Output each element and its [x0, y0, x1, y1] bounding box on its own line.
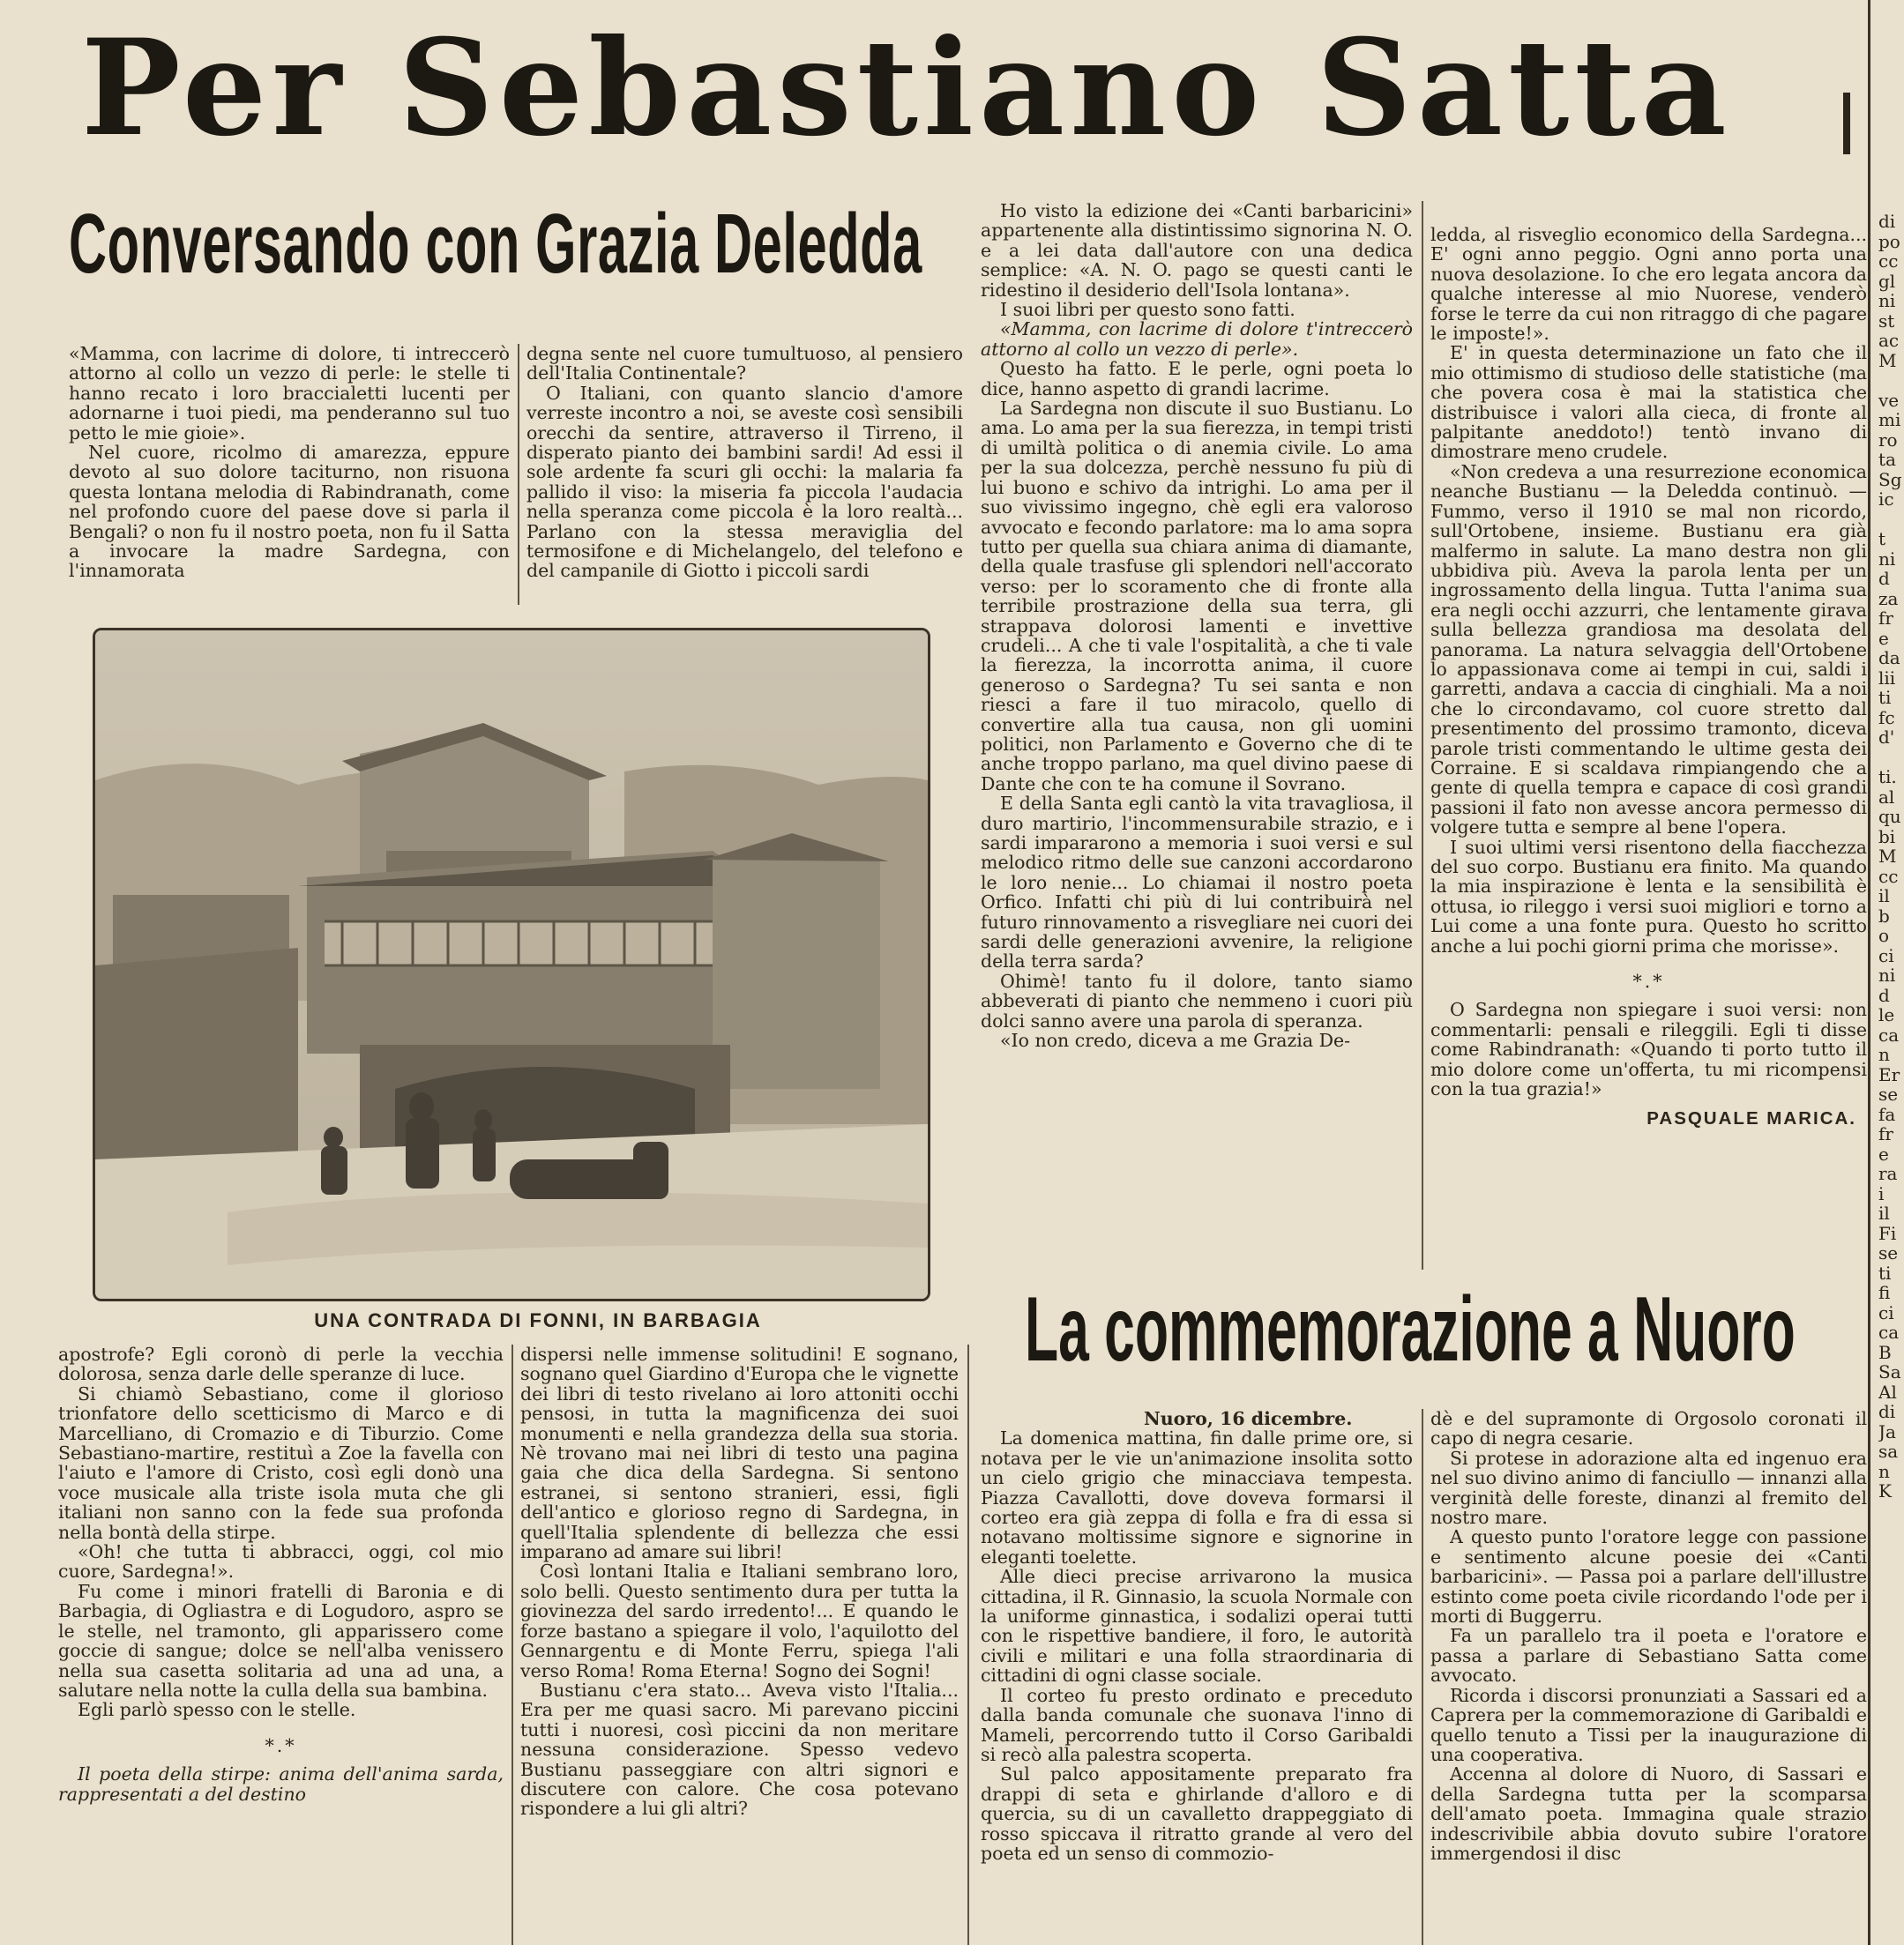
margin-fragment: e [1878, 1143, 1889, 1165]
margin-fragment: lii [1878, 667, 1896, 689]
paragraph: Fa un parallelo tra il poeta e l'oratore e passa a parlare di Sebastiano Satta come avvocato. [1430, 1625, 1867, 1687]
column-divider [518, 344, 519, 605]
margin-fragment: i [1878, 1182, 1885, 1204]
column-divider [511, 1345, 513, 1945]
paragraph: dè e del supramonte di Orgosolo coronati il capo di negra cesarie. [1430, 1409, 1867, 1449]
article2-col2 [1430, 1409, 1867, 1945]
margin-fragment [1878, 370, 1904, 391]
margin-fragment: M [1878, 349, 1897, 371]
margin-fragment: di [1878, 1401, 1896, 1422]
margin-fragment: bi [1878, 825, 1896, 847]
margin-fragment: fc [1878, 706, 1895, 728]
margin-fragment: fi [1878, 1282, 1891, 1303]
margin-fragment: Er [1878, 1063, 1900, 1085]
margin-fragment: ni [1878, 290, 1896, 311]
margin-fragment: ro [1878, 428, 1898, 451]
margin-fragment: sa [1878, 1441, 1899, 1462]
margin-fragment: ca [1878, 1024, 1900, 1046]
margin-fragment: cc [1878, 250, 1899, 272]
margin-fragment: ta [1878, 449, 1896, 470]
column-divider [1422, 1409, 1423, 1945]
paragraph: «Oh! che tutta ti abbracci, oggi, col mio cuore, Sardegna!». [58, 1541, 504, 1583]
margin-fragment: ti [1878, 687, 1892, 708]
article1-col2-top [526, 344, 963, 605]
margin-fragment: ti. [1878, 766, 1897, 787]
margin-fragment: da [1878, 647, 1900, 668]
paragraph: O Sardegna non spiegare i suoi versi: non commentarli: pensali e rileggili. Egli ti disse come Rabindranath: «Quando ti porto tutto il mio dolore come un'offerta, tu mi ricompensi con la tua grazia!» [1430, 999, 1867, 1100]
paragraph: La Sardegna non discute il suo Bustianu. Lo ama. Lo ama per la sua fierezza, in tempi tristi di umiltà politica o di anemia civile. Lo ama per la sua dolcezza, perchè nessuno fu più di lui buono e schivo da intrighi. Lo ama per il suo vivissimo ingegno, chè egli era valoroso avvocato e fecondo parlatore: ma lo ama sopra tutto per quella sua chiara anima di diamante, della quale trasfuse gli splendori nell'accorato verso: per lo scoramento che di fronte alla terribile prostrazione della sua terra, gli strappava dolorosi lamenti e invettive crudeli... A che ti vale l'ospitalità, a che ti vale la fierezza, la incorrotta anima, il cuore generoso o Sardegna? Tu sei santa e non riesci a fare il tuo miracolo, quello di convertire alla tua causa, non gli uomini politici, non Parlamento e Governo che di te anche troppo parlano, ma quel divino paese di Dante che con te ha comune il Sovrano. [981, 398, 1413, 794]
margin-fragment: il [1878, 885, 1890, 906]
paragraph: Ricorda i discorsi pronunziati a Sassari ed a Caprera per la commemorazione di Garibaldi e quello tenuto a Tissi per la inaugurazione di una cooperativa. [1430, 1684, 1867, 1765]
margin-fragment: ac [1878, 330, 1900, 351]
article1-col3 [981, 201, 1413, 1270]
margin-fragment: il [1878, 1203, 1890, 1224]
article1-col2-bottom [520, 1345, 959, 1945]
margin-fragment: mi [1878, 409, 1901, 430]
margin-fragment: ci [1878, 1301, 1894, 1323]
paragraph: Egli parlò spesso con le stelle. [78, 1699, 356, 1721]
section-stars: *.* [1632, 971, 1665, 993]
margin-fragment: se [1878, 1242, 1899, 1263]
margin-fragment: ra [1878, 1163, 1898, 1184]
photo-contrada-fonni [93, 628, 930, 1301]
margin-fragment: fr [1878, 1123, 1893, 1144]
margin-fragment: n [1878, 1044, 1890, 1065]
margin-fragment: qu [1878, 806, 1901, 827]
margin-fragment: Sa [1878, 1361, 1901, 1382]
paragraph: Alle dieci precise arrivarono la musica cittadina, il R. Ginnasio, la scuola Normale con la uniforme ginnastica, i sodalizi operai tutti con le rispettive bandiere, il foro, le autorità civili e militari e una folla straordinaria di cittadini di ogni classe sociale. [981, 1566, 1413, 1687]
margin-fragment: Ja [1878, 1420, 1896, 1442]
section-stars: *.* [265, 1734, 297, 1756]
margin-fragment: di [1878, 212, 1896, 232]
margin-fragment: d [1878, 984, 1890, 1006]
margin-fragment: M [1878, 846, 1897, 867]
page-headline: Per Sebastiano Satta [81, 11, 1732, 166]
headline-edge-rule [1843, 93, 1850, 154]
dateline: Nuoro, 16 dicembre. [1144, 1409, 1353, 1429]
paragraph: Il corteo fu presto ordinato e preceduto dalla banda comunale che suonava l'inno di Mameli, percorrendo tutto il Corso Garibaldi si recò alla palestra scoperta. [981, 1684, 1413, 1765]
margin-fragment: ti [1878, 1262, 1892, 1284]
margin-fragment: n [1878, 1460, 1890, 1482]
paragraph: ledda, al risveglio economico della Sardegna... E' ogni anno peggio. Ogni anno porta una nuova desolazione. Io che ero legata ancora da qualche interesse al mio Nuorese, venderò forse le terre da cui non ritraggo di che pagare le imposte!». [1430, 225, 1867, 345]
adjacent-column-fragments [1878, 212, 1904, 1502]
margin-fragment: Sg [1878, 468, 1902, 490]
paragraph: Si protese in adorazione alta ed ingenuo era nel suo divino animo di fanciullo — innanzi alla verginità delle foreste, dinanzi al fremito del nostro mare. [1430, 1447, 1867, 1529]
margin-fragment: K [1878, 1480, 1892, 1502]
paragraph: E della Santa egli cantò la vita travagliosa, il duro martirio, l'incommensurabile strazio, e i sardi impararono a memoria i suoi versi e sul melodico ritmo delle sue canzoni accordarono le loro nenie... Lo chiamai il nostro poeta Orfico. Infatti chi più di lui contribuirà nel futuro rinnovamento a risvegliare nei cuori dei sardi delle generazioni avvenire, la religione della terra sarda? [981, 793, 1413, 972]
article1-title: Conversando con Grazia Deledda [69, 197, 922, 291]
paragraph: A questo punto l'oratore legge con passione e sentimento alcune poesie dei «Canti barbaricini». — Passa poi a parlare dell'illustre estinto come poeta civile ricordando l'ode per i morti di Buggerru. [1430, 1526, 1867, 1628]
column-divider [1422, 201, 1423, 1270]
margin-fragment: ca [1878, 1322, 1900, 1343]
paragraph: La domenica mattina, fin dalle prime ore, si notava per le vie un'animazione insolita sotto un cielo grigio che minacciava tempesta. Piazza Cavallotti, dove doveva formarsi il corteo era già zeppa di folla e fra di essa si notavano moltissime signore e signorine in eleganti toelette. [981, 1427, 1413, 1568]
paragraph: I suoi libri per questo sono fatti. [1000, 299, 1295, 321]
paragraph: Ho visto la edizione dei «Canti barbaricini» appartenente alla distintissimo signorina N. O. e a lei data dall'autore con una dedica semplice: «A. N. O. pago se questi canti le ridestino il desiderio dell'Isola lontana». [981, 201, 1413, 301]
margin-fragment [1878, 510, 1904, 530]
paragraph: degna sente nel cuore tumultuoso, al pensiero dell'Italia Continentale? [526, 344, 963, 384]
margin-fragment: al [1878, 786, 1895, 808]
photo-image [95, 630, 928, 1299]
article1-col1-top [69, 344, 510, 605]
article2-title: La commemorazione a Nuoro [1025, 1278, 1796, 1381]
margin-fragment: gl [1878, 270, 1896, 292]
paragraph: Così lontani Italia e Italiani sembrano loro, solo belli. Questo sentimento dura per tutta la giovinezza del sardo irredento!... E quando le forze bastano a spiegare il volo, l'aquilotto del Gennargentu e di Monte Ferru, spiega l'ali verso Roma! Roma Eterna! Sogno dei Sogni! [520, 1561, 959, 1681]
paragraph: Fu come i minori fratelli di Baronia e di Barbagia, di Ogliastra e di Logudoro, aspro se le stelle, nel tramonto, gli apparissero come goccie di sangue; dolce se nell'alba venissero nella sua casetta solitaria ad una ad una, a salutare nella notte la culla della sua bambina. [58, 1580, 504, 1701]
margin-fragment: ci [1878, 944, 1894, 966]
margin-fragment: d' [1878, 727, 1895, 748]
paragraph: O Italiani, con quanto slancio d'amore verreste incontro a noi, se aveste così sensibili orecchi da sentire, attraverso il Tirreno, il disperato pianto dei bambini sardi! Ad essi il sole ardente fa scuri gli occhi: la malaria fa pallido il viso: la miseria fa piccola l'audacia nella speranza come piccola è la loro realtà... Parlano con la stessa meraviglia del termosifone e di Michelangelo, del telefono e del campanile di Giotto i piccoli sardi [526, 382, 963, 582]
paragraph: Accenna al dolore di Nuoro, di Sassari e della Sardegna tutta per la scomparsa dell'amato poeta. Immagina quale strazio indescrivibile abbia dovuto subire l'oratore immergendosi il disc [1430, 1763, 1867, 1864]
margin-fragment: o [1878, 925, 1890, 946]
margin-fragment: ni [1878, 965, 1896, 986]
paragraph: «Non credeva a una resurrezione economica neanche Bustianu — la Deledda continuò. — Fummo, verso il 1910 se mal non ricordo, sull'Ortobene, insieme. Bustianu era già malfermo in salute. La mano destra non gli ubbidiva più. Aveva la parola lenta per un ingrossamento della lingua. Tutta l'anima sua era negli occhi azzurri, che lentamente girava sulla bellezza grandiosa ma desolata del panorama. La natura selvaggia dell'Ortobene lo appassionava come ai tempi in cui, saldi i garretti, andava a caccia di cinghiali. Ma a noi che lo circondavamo, col cuore stretto dal presentimento del prossimo tramonto, diceva parole tristi commentando le ultime gesta dei Corraine. E si scaldava rimpiangendo che a gente di quella tempra e capace di così grandi passioni il fato non avesse ancora permesso di volgere tutta e sempre al bene l'opera. [1430, 460, 1867, 838]
margin-fragment: Al [1878, 1381, 1897, 1403]
margin-fragment: Fi [1878, 1222, 1897, 1244]
column-border-right [1868, 0, 1870, 1945]
paragraph: Bustianu c'era stato... Aveva visto l'Italia... Era per me quasi sacro. Mi parevano piccini tutti i nuoresi, così piccini da non meritare nessuna considerazione. Spesso vedevo Bustianu passeggiare con altri signori e discutere con calore. Che cosa potevano rispondere a lui gli altri? [520, 1679, 959, 1820]
margin-fragment [1878, 748, 1904, 768]
margin-fragment: b [1878, 905, 1890, 927]
margin-fragment: le [1878, 1004, 1895, 1025]
paragraph: apostrofe? Egli coronò di perle la vecchia dolorosa, senza darle delle speranze di luce. [58, 1345, 504, 1385]
column-divider [967, 1345, 969, 1945]
paragraph: Si chiamò Sebastiano, come il glorioso trionfatore dello scetticismo di Marco e di Marcelliano, di Cromazio e di Tiburzio. Come Sebastiano-martire, restituì a Zoe la favella con l'aiuto e l'amore di Cristo, così egli donò una voce musicale alla triste isola muta che gli italiani non sanno con la fede sua profonda nella bontà della stirpe. [58, 1382, 504, 1543]
paragraph-italic: «Mamma, con lacrime di dolore t'intreccerò attorno al collo un vezzo di perle». [981, 318, 1413, 360]
paragraph-italic: Il poeta della stirpe: anima dell'anima sarda, rappresentati a del destino [58, 1763, 504, 1805]
paragraph: E' in questa determinazione un fato che il mio ottimismo di studioso delle statistiche (ma che povera cosa è mai la statistica che distribuisce i valori alla cieca, di fronte al palpitante aneddoto!) tentò invano di dimostrare meno crudele. [1430, 342, 1867, 463]
paragraph: I suoi ultimi versi risentono della fiacchezza del suo corpo. Bustianu era finito. Ma quando la mia inspirazione è lenta e la sensibilità è ottusa, io rileggo i versi suoi migliori e torno a Lui come a una fonte pura. Questo ho scritto anche a lui pochi giorni prima che morisse». [1430, 836, 1867, 957]
paragraph: Nel cuore, ricolmo di amarezza, eppure devoto al suo dolore taciturno, non risuona questa lontana melodia di Rabindranath, come nel profondo cuore del paese dove si parla il Bengali? o non fu il nostro poeta, non fu il Satta a invocare la madre Sardegna, con l'innamorata [69, 442, 510, 582]
paragraph: «Io non credo, diceva a me Grazia De- [1000, 1030, 1351, 1052]
margin-fragment: d [1878, 568, 1890, 589]
photo-caption: UNA CONTRADA DI FONNI, IN BARBAGIA [314, 1309, 762, 1331]
paragraph: Questo ha fatto. E le perle, ogni poeta lo dice, hanno aspetto di grandi lacrime. [981, 358, 1413, 399]
article1-col1-bottom [58, 1345, 504, 1945]
margin-fragment: ni [1878, 548, 1896, 570]
margin-fragment: fr [1878, 607, 1893, 629]
article2-col1 [981, 1409, 1413, 1945]
article1-col4 [1430, 225, 1867, 1265]
margin-fragment: st [1878, 309, 1895, 332]
margin-fragment: za [1878, 587, 1899, 609]
margin-fragment: t [1878, 528, 1886, 549]
margin-fragment: cc [1878, 865, 1899, 887]
margin-fragment: B [1878, 1341, 1892, 1363]
margin-fragment: ve [1878, 389, 1900, 411]
paragraph: Sul palco appositamente preparato fra drappi di seta e ghirlande d'alloro e di quercia, su di un cavalletto drappeggiato di rosso spiccava il ritratto grande al vero del poeta ed un senso di commozio- [981, 1763, 1413, 1864]
margin-fragment: ic [1878, 488, 1894, 510]
margin-fragment: e [1878, 627, 1889, 649]
author-signature: PASQUALE MARICA. [1646, 1108, 1856, 1129]
paragraph: Ohimè! tanto fu il dolore, tanto siamo abbeverati di pianto che nemmeno i cuori più dolci sanno avere una parola di speranza. [981, 970, 1413, 1032]
margin-fragment: po [1878, 230, 1900, 252]
paragraph: «Mamma, con lacrime di dolore, ti intreccerò attorno al collo un vezzo di perle: le stelle ti hanno recato i loro braccialetti lucenti per adornarne i tuoi piedi, ma penderanno sul tuo petto le mie gioie». [69, 344, 510, 443]
margin-fragment: se [1878, 1084, 1899, 1105]
margin-fragment: fa [1878, 1103, 1896, 1125]
paragraph: dispersi nelle immense solitudini! E sognano, sognano quel Giardino d'Europa che le vignette dei libri di testo rivelano ai loro attoniti occhi pensosi, in tutta la magnificenza dei suoi monumenti e nella grandezza della sua storia. Nè trovano mai nei libri di testo una pagina gaia che dica della Sardegna. Si sentono estranei, si sentono stranieri, essi, figli dell'antico e glorioso regno di Sardegna, in quell'Italia splendente di bellezza che essi imparano ad amare sui libri! [520, 1345, 959, 1563]
